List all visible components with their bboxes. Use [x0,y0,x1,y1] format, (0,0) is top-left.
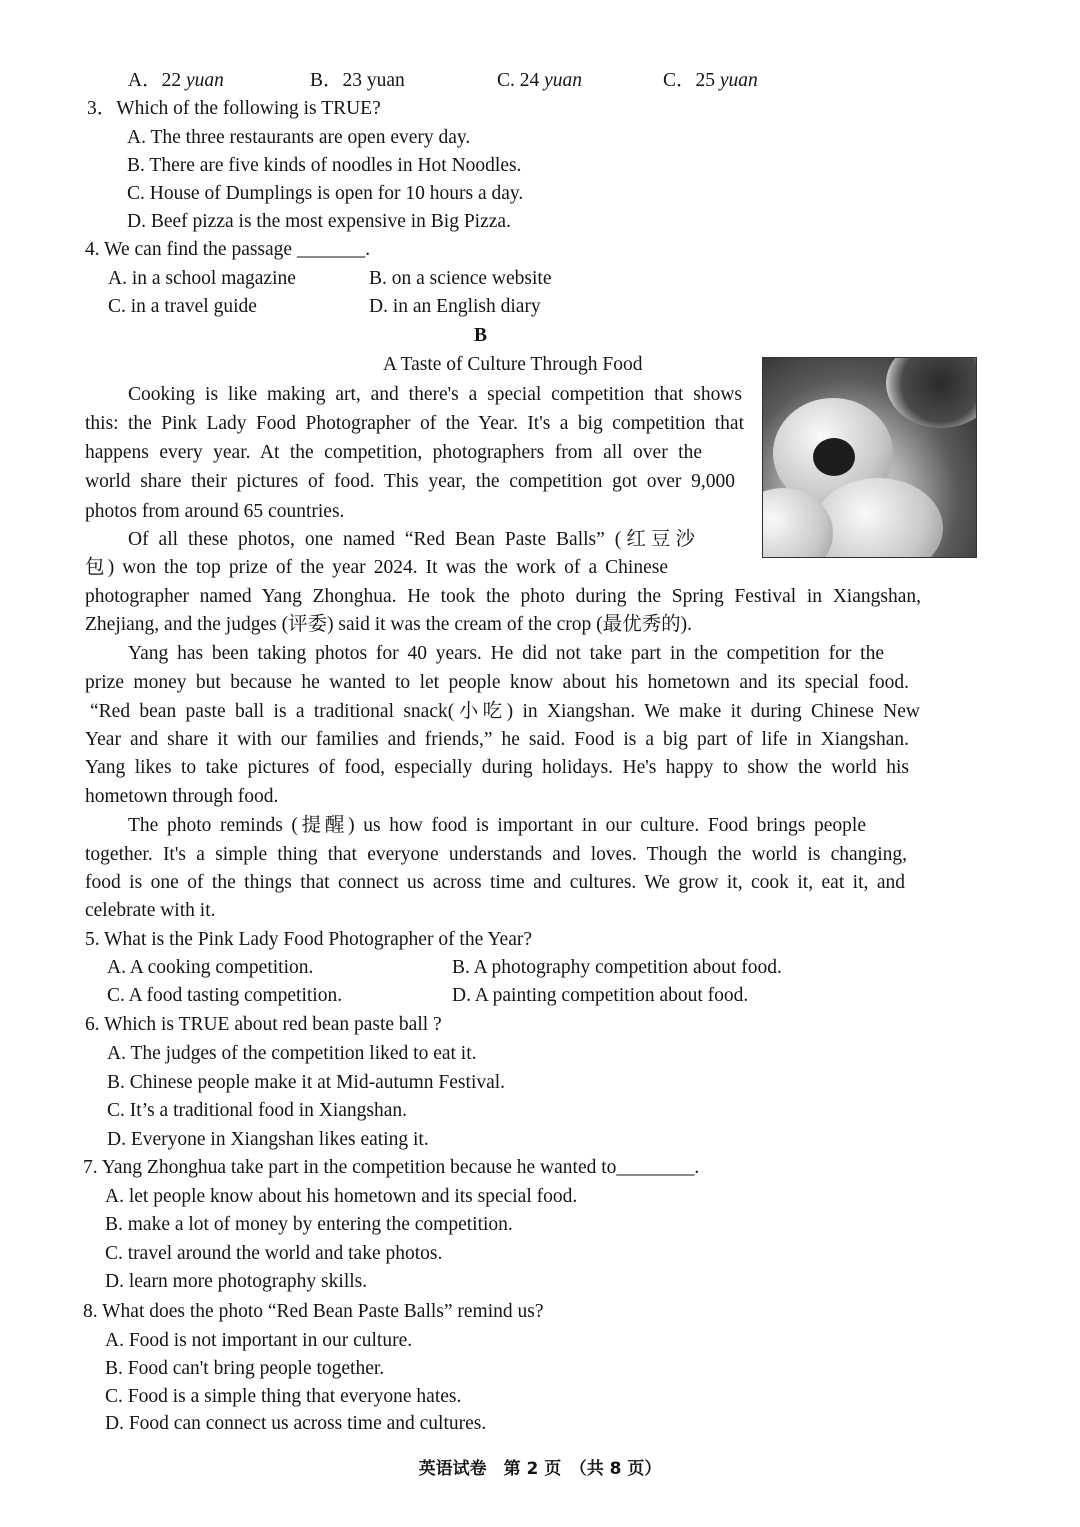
q4-option: D. in an English diary [369,296,541,317]
q3-option: A. The three restaurants are open every day. [127,127,471,148]
q5-option: B. A photography competition about food. [452,957,782,978]
option-unit: yuan [719,70,758,91]
q8-option: D. Food can connect us across time and cultures. [105,1413,487,1434]
passage-line: food is one of the things that connect us across time and cultures. We grow it, cook it, eat it, and [85,872,905,893]
q7-option: B. make a lot of money by entering the competition. [105,1214,513,1235]
q6-option: D. Everyone in Xiangshan likes eating it. [107,1129,429,1150]
red-bean-filling [813,438,855,476]
passage-line: Yang has been taking photos for 40 years. He did not take part in the competition for the [128,643,884,664]
passage-line: Yang likes to take pictures of food, especially during holidays. He's happy to show the world his [85,757,909,778]
option-unit: yuan [185,70,224,91]
passage-line: this: the Pink Lady Food Photographer of the Year. It's a big competition that [85,413,744,434]
q5-option: D. A painting competition about food. [452,985,749,1006]
q7-option: C. travel around the world and take photos. [105,1243,443,1264]
q7-option: D. learn more photography skills. [105,1271,368,1292]
passage-title: A Taste of Culture Through Food [383,354,643,375]
q7-option: A. let people know about his hometown and its special food. [105,1186,578,1207]
q7-stem: 7. Yang Zhonghua take part in the competition because he wanted to________. [83,1157,700,1178]
q8-option: B. Food can't bring people together. [105,1358,385,1379]
option-c [497,70,582,92]
passage-line: happens every year. At the competition, photographers from all over the [85,442,702,463]
option-label: A．22 [128,70,182,91]
q6-option: A. The judges of the competition liked to eat it. [107,1043,477,1064]
q8-stem: 8. What does the photo “Red Bean Paste Balls” remind us? [83,1301,544,1322]
option-unit: yuan [544,70,583,91]
passage-line: photographer named Yang Zhonghua. He took the photo during the Spring Festival in Xiangshan, [85,586,921,607]
q6-option: C. It’s a traditional food in Xiangshan. [107,1100,408,1121]
q3-option: C. House of Dumplings is open for 10 hours a day. [127,183,524,204]
red-bean-paste-balls-photo [762,357,977,558]
passage-line: The photo reminds (提醒) us how food is important in our culture. Food brings people [128,815,866,836]
q3-stem: 3．Which of the following is TRUE? [87,98,381,119]
option-b: B．23 yuan [310,70,405,91]
passage-line: Year and share it with our families and friends,” he said. Food is a big part of life in Xiangshan. [85,729,909,750]
q5-option: A. A cooking competition. [107,957,314,978]
q3-option: D. Beef pizza is the most expensive in Big Pizza. [127,211,511,232]
section-letter: B [474,325,488,346]
option-label: C．25 [663,70,716,91]
passage-line: celebrate with it. [85,900,216,921]
q6-option: B. Chinese people make it at Mid-autumn Festival. [107,1072,506,1093]
bowl-of-beans [886,357,977,428]
passage-line: together. It's a simple thing that everyone understands and loves. Though the world is changing, [85,844,907,865]
q4-option: B. on a science website [369,268,552,289]
q4-option: C. in a travel guide [108,296,257,317]
passage-line: Cooking is like making art, and there's a special competition that shows [128,384,742,405]
option-d [663,70,758,92]
page-footer: 英语试卷 第 2 页 （共 8 页） [418,1459,662,1479]
passage-line: 包) won the top prize of the year 2024. It was the work of a Chinese [85,557,668,578]
q6-stem: 6. Which is TRUE about red bean paste ball ? [85,1014,442,1035]
q5-option: C. A food tasting competition. [107,985,343,1006]
passage-line: Zhejiang, and the judges (评委) said it was the cream of the crop (最优秀的). [85,614,693,635]
passage-line: hometown through food. [85,786,279,807]
q3-option: B. There are five kinds of noodles in Hot Noodles. [127,155,522,176]
q8-option: A. Food is not important in our culture. [105,1330,413,1351]
q4-option: A. in a school magazine [108,268,296,289]
q5-stem: 5. What is the Pink Lady Food Photographer of the Year? [85,929,532,950]
passage-line: “Red bean paste ball is a traditional snack(小吃) in Xiangshan. We make it during Chinese New [90,701,920,722]
passage-line: photos from around 65 countries. [85,501,345,522]
passage-line: Of all these photos, one named “Red Bean Paste Balls” (红豆沙 [128,529,695,550]
q4-stem: 4. We can find the passage _______. [85,239,371,260]
option-a [128,70,224,92]
passage-line: prize money but because he wanted to let people know about his hometown and its special food. [85,672,909,693]
q8-option: C. Food is a simple thing that everyone hates. [105,1386,462,1407]
option-label: C. 24 [497,70,540,91]
passage-line: world share their pictures of food. This year, the competition got over 9,000 [85,471,735,492]
